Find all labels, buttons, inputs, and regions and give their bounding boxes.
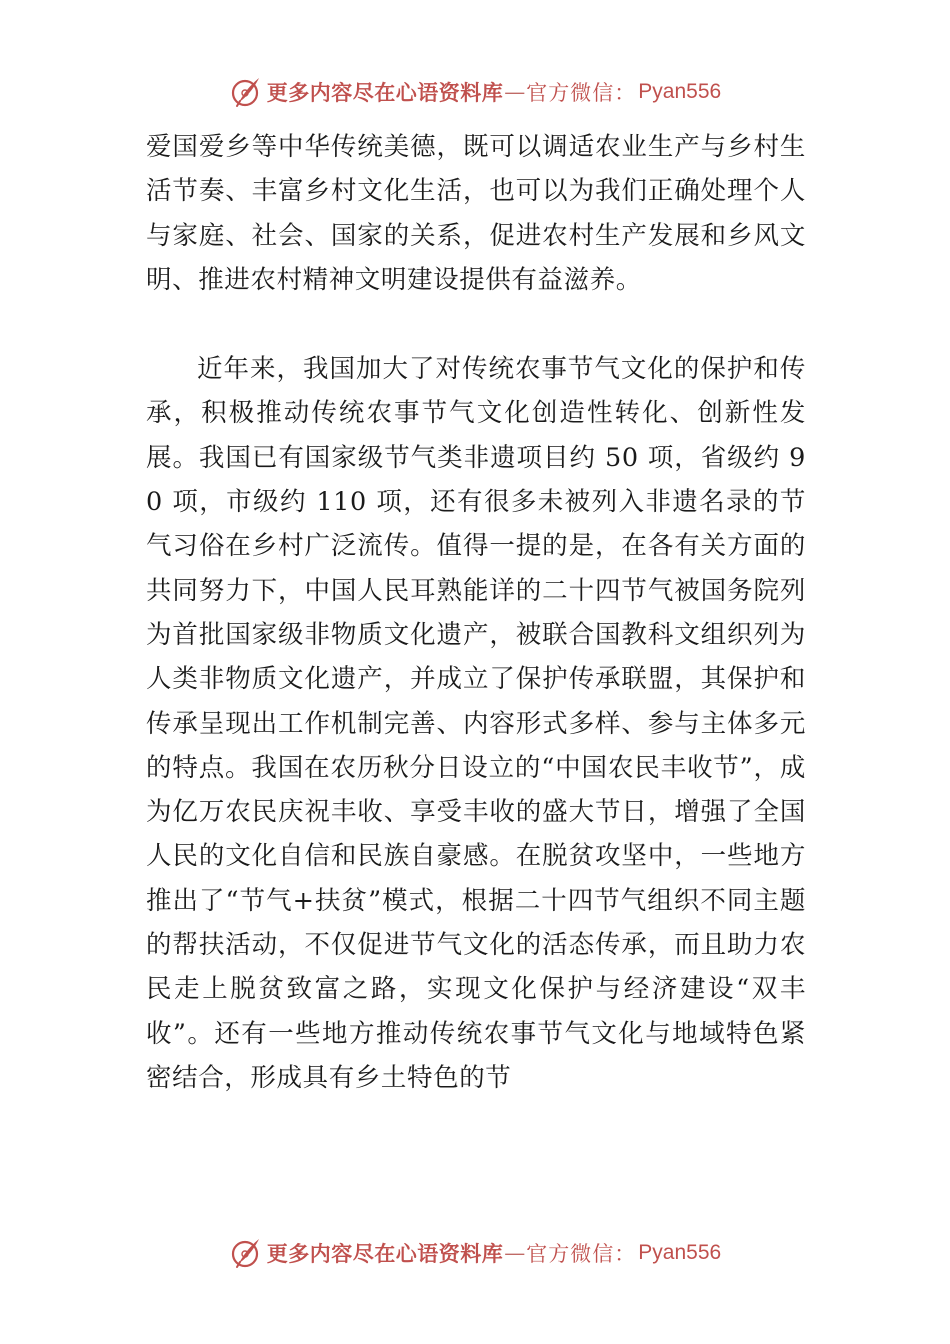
quill-pen-circle-icon bbox=[229, 1236, 263, 1270]
header-watermark bbox=[0, 72, 950, 112]
paragraph-1: 爱国爱乡等中华传统美德，既可以调适农业生产与乡村生活节奏、丰富乡村文化生活，也可以为我们正确处理个人与家庭、社会、国家的关系，促进农村生产发展和乡风文明、推进农村精神文明建设提供有益滋养。 bbox=[146, 132, 806, 295]
document-body bbox=[146, 125, 806, 1100]
watermark-handle: Pyan556 bbox=[638, 1241, 722, 1264]
watermark-site-name: 更多内容尽在心语资料库 bbox=[266, 80, 504, 105]
quill-pen-circle-icon bbox=[229, 75, 263, 109]
watermark-official-label: 官方微信： bbox=[526, 1242, 637, 1266]
watermark-official-label: 官方微信： bbox=[526, 81, 637, 105]
watermark-text bbox=[267, 1238, 721, 1268]
watermark-dash: — bbox=[504, 1241, 526, 1265]
paragraph-2: 近年来，我国加大了对传统农事节气文化的保护和传承，积极推动传统农事节气文化创造性转化、创新性发展。我国已有国家级节气类非遗项目约 50 项，省级约 90 项，市级约 110 项，还有很多未被列入非遗名录的节气习俗在乡村广泛流传。值得一提的是，在各有关方面的共同努力下，中国人民耳熟能详的二十四节气被国务院列为首批国家级非物质文化遗产，被联合国教科文组织列为人类非物质文化遗产，并成立了保护传承联盟，其保护和传承呈现出工作机制完善、内容形式多样、参与主体多元的特点。我国在农历秋分日设立的“中国农民丰收节”，成为亿万农民庆祝丰收、享受丰收的盛大节日，增强了全国人民的文化自信和民族自豪感。在脱贫攻坚中，一些地方推出了“节气+扶贫”模式，根据二十四节气组织不同主题的帮扶活动，不仅促进节气文化的活态传承，而且助力农民走上脱贫致富之路，实现文化保护与经济建设“双丰收”。还有一些地方推动传统农事节气文化与地域特色紧密结合，形成具有乡土特色的节 bbox=[146, 354, 807, 1093]
watermark-dash: — bbox=[504, 80, 526, 104]
watermark-site-name: 更多内容尽在心语资料库 bbox=[266, 1241, 504, 1266]
watermark-text bbox=[267, 77, 721, 107]
footer-watermark bbox=[0, 1233, 950, 1273]
watermark-handle: Pyan556 bbox=[638, 80, 722, 103]
